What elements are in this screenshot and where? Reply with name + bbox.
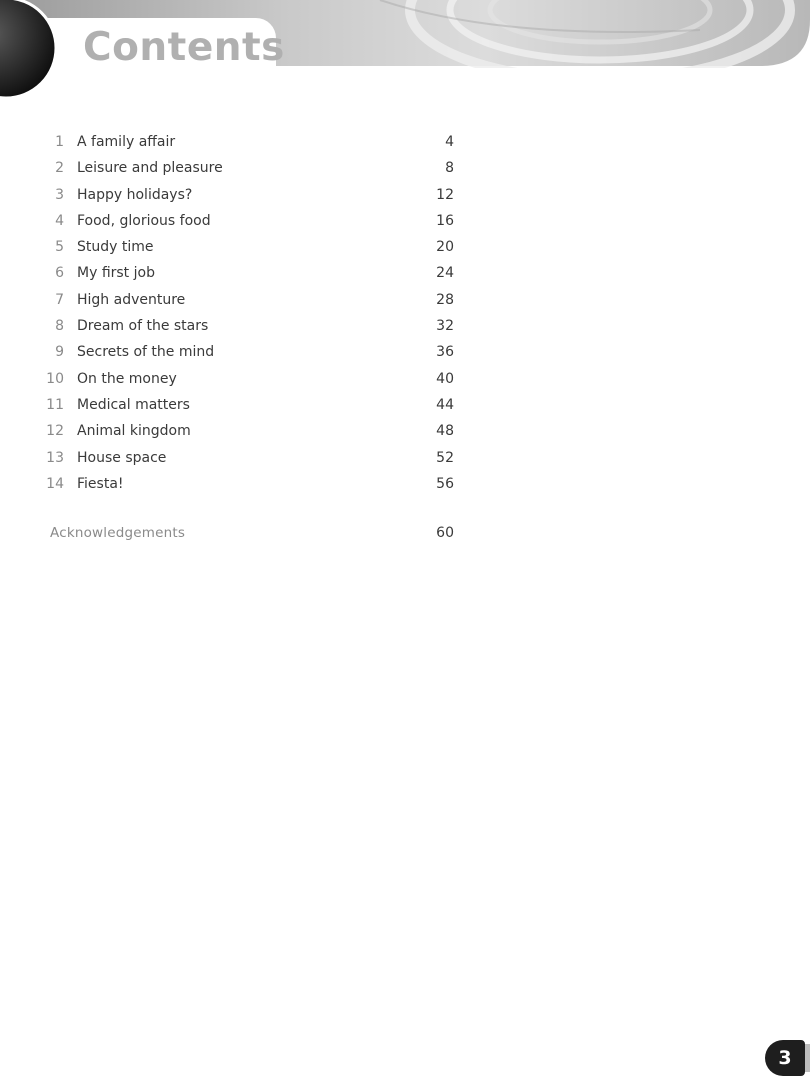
unit-number: 3 (55, 186, 64, 203)
unit-number: 6 (55, 265, 64, 282)
unit-page: 56 (436, 475, 454, 492)
page-title: Contents (83, 25, 285, 70)
unit-number: 1 (55, 134, 64, 150)
unit-title: Fiesta! (77, 475, 124, 492)
unit-title: On the money (77, 370, 177, 387)
unit-title: My first job (77, 265, 155, 282)
toc-row-10[interactable] (0, 366, 810, 392)
unit-page: 16 (436, 212, 454, 229)
unit-number: 2 (55, 160, 64, 177)
toc-row-acknowledgements[interactable] (0, 520, 810, 546)
unit-page: 24 (436, 265, 454, 282)
unit-title: Animal kingdom (77, 423, 191, 440)
unit-title: Medical matters (77, 396, 190, 413)
unit-number: 8 (55, 318, 64, 335)
toc-row-4[interactable] (0, 208, 810, 234)
toc-row-9[interactable] (0, 339, 810, 365)
corner-circle-decoration (0, 0, 58, 100)
toc-row-12[interactable] (0, 418, 810, 444)
unit-title: Leisure and pleasure (77, 160, 223, 177)
toc-row-8[interactable] (0, 313, 810, 339)
toc-row-6[interactable] (0, 260, 810, 286)
toc-row-1[interactable] (0, 129, 810, 155)
unit-number: 12 (46, 423, 64, 440)
toc-row-11[interactable] (0, 392, 810, 418)
unit-number: 4 (55, 212, 64, 229)
unit-title: Happy holidays? (77, 186, 193, 203)
acknowledgements-page: 60 (436, 525, 454, 541)
toc-row-2[interactable] (0, 155, 810, 181)
page-number-badge: 3 (765, 1040, 805, 1076)
unit-number: 14 (46, 475, 64, 492)
unit-title: Food, glorious food (77, 212, 211, 229)
toc-row-13[interactable] (0, 445, 810, 471)
unit-number: 9 (55, 344, 64, 361)
unit-page: 48 (436, 423, 454, 440)
unit-page: 44 (436, 396, 454, 413)
unit-number: 7 (55, 291, 64, 308)
toc-row-7[interactable] (0, 287, 810, 313)
unit-title: A family affair (77, 134, 176, 150)
toc-row-14[interactable] (0, 471, 810, 497)
toc-row-5[interactable] (0, 234, 810, 260)
unit-page: 52 (436, 449, 454, 466)
unit-title: Study time (77, 239, 154, 256)
unit-title: Secrets of the mind (77, 344, 215, 361)
toc-row-3[interactable] (0, 182, 810, 208)
unit-title: Dream of the stars (77, 318, 209, 335)
unit-page: 32 (436, 318, 454, 335)
unit-title: House space (77, 449, 167, 466)
unit-number: 10 (46, 370, 64, 387)
unit-page: 4 (445, 134, 454, 150)
table-of-contents (0, 129, 810, 497)
unit-page: 12 (436, 186, 454, 203)
unit-page: 8 (445, 160, 454, 177)
unit-page: 20 (436, 239, 454, 256)
unit-page: 40 (436, 370, 454, 387)
unit-number: 5 (55, 239, 64, 256)
unit-number: 13 (46, 449, 64, 466)
unit-number: 11 (46, 396, 64, 413)
unit-title: High adventure (77, 291, 186, 308)
acknowledgements-title: Acknowledgements (50, 525, 186, 541)
unit-page: 36 (436, 344, 454, 361)
unit-page: 28 (436, 291, 454, 308)
